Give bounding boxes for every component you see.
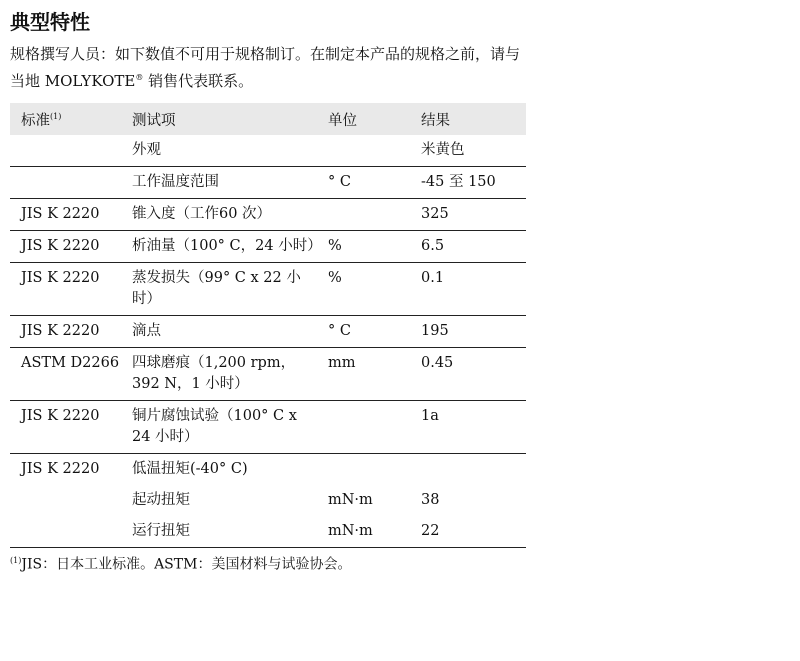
cell-result: 0.45	[410, 348, 526, 401]
cell-test: 滴点	[121, 316, 317, 348]
cell-result: 米黄色	[421, 142, 465, 158]
cell-standard	[10, 167, 121, 199]
table-row	[10, 167, 526, 199]
table-row	[10, 485, 526, 516]
section-title: 典型特性	[10, 10, 90, 34]
cell-test: 铜片腐蚀试验（100° C x 24 小时）	[121, 401, 317, 454]
cell-standard	[10, 485, 121, 516]
cell-standard: JIS K 2220	[10, 231, 121, 263]
cell-result: 38	[421, 492, 440, 508]
cell-result: 6.5	[410, 231, 526, 263]
table-row	[10, 516, 526, 548]
cell-unit: %	[317, 231, 410, 263]
cell-unit	[317, 135, 410, 167]
table-row	[10, 454, 526, 486]
cell-unit: ° C	[317, 167, 410, 199]
intro-paragraph	[10, 42, 530, 93]
cell-standard: JIS K 2220	[10, 199, 121, 231]
cell-test: 运行扭矩	[121, 516, 317, 548]
cell-result: -45 至 150	[410, 167, 526, 199]
intro-text: 规格撰写人员：如下数值不可用于规格制订。在制定本产品的规格之前，请与当地 MOLYKOTE	[10, 45, 521, 90]
cell-test: 外观	[132, 142, 161, 158]
registered-mark: ®	[135, 73, 144, 82]
cell-unit	[317, 454, 410, 486]
cell-unit: ° C	[317, 316, 410, 348]
table-row	[10, 199, 526, 231]
cell-test: 四球磨痕（1,200 rpm，392 N，1 小时）	[121, 348, 317, 401]
table-header-row	[10, 103, 526, 135]
cell-unit: %	[317, 263, 410, 316]
cell-standard: JIS K 2220	[10, 263, 121, 316]
footnote-mark: (1)	[10, 556, 22, 565]
cell-unit	[317, 401, 410, 454]
cell-standard: JIS K 2220	[10, 401, 121, 454]
cell-test: 起动扭矩	[132, 492, 190, 508]
footnote-text: JIS：日本工业标准。ASTM：美国材料与试验协会。	[21, 556, 352, 573]
header-unit: 单位	[317, 103, 410, 135]
table-row	[10, 135, 526, 167]
cell-result: 195	[410, 316, 526, 348]
cell-standard: JIS K 2220	[10, 316, 121, 348]
cell-unit	[317, 199, 410, 231]
table-row	[10, 316, 526, 348]
table-row	[10, 401, 526, 454]
cell-result: 1a	[410, 401, 526, 454]
table-row	[10, 263, 526, 316]
cell-standard	[10, 135, 121, 167]
cell-standard: JIS K 2220	[10, 454, 121, 486]
cell-standard	[10, 516, 121, 548]
cell-test: 蒸发损失（99° C x 22 小时）	[121, 263, 317, 316]
table-row	[10, 231, 526, 263]
table-row	[10, 348, 526, 401]
footnote-ref: (1)	[50, 111, 62, 121]
table-footnote	[10, 551, 530, 575]
cell-test: 锥入度（工作60 次）	[121, 199, 317, 231]
cell-test: 析油量（100° C，24 小时）	[121, 231, 317, 263]
header-result: 结果	[410, 103, 526, 135]
header-standard: 标准$^{(1)}$	[10, 103, 121, 135]
cell-test: 低温扭矩(-40° C)	[121, 454, 317, 486]
typical-properties-section	[10, 8, 530, 575]
cell-unit: mN·m	[317, 516, 410, 548]
cell-unit: mN·m	[328, 492, 373, 508]
cell-test: 工作温度范围	[121, 167, 317, 199]
cell-result: 325	[410, 199, 526, 231]
cell-result: 0.1	[410, 263, 526, 316]
cell-unit: mm	[317, 348, 410, 401]
header-test: 测试项	[121, 103, 317, 135]
cell-standard: ASTM D2266	[10, 348, 121, 401]
intro-text-end: 销售代表联系。	[143, 72, 254, 90]
cell-result	[410, 454, 526, 486]
cell-result: 22	[410, 516, 526, 548]
properties-table	[10, 103, 526, 548]
